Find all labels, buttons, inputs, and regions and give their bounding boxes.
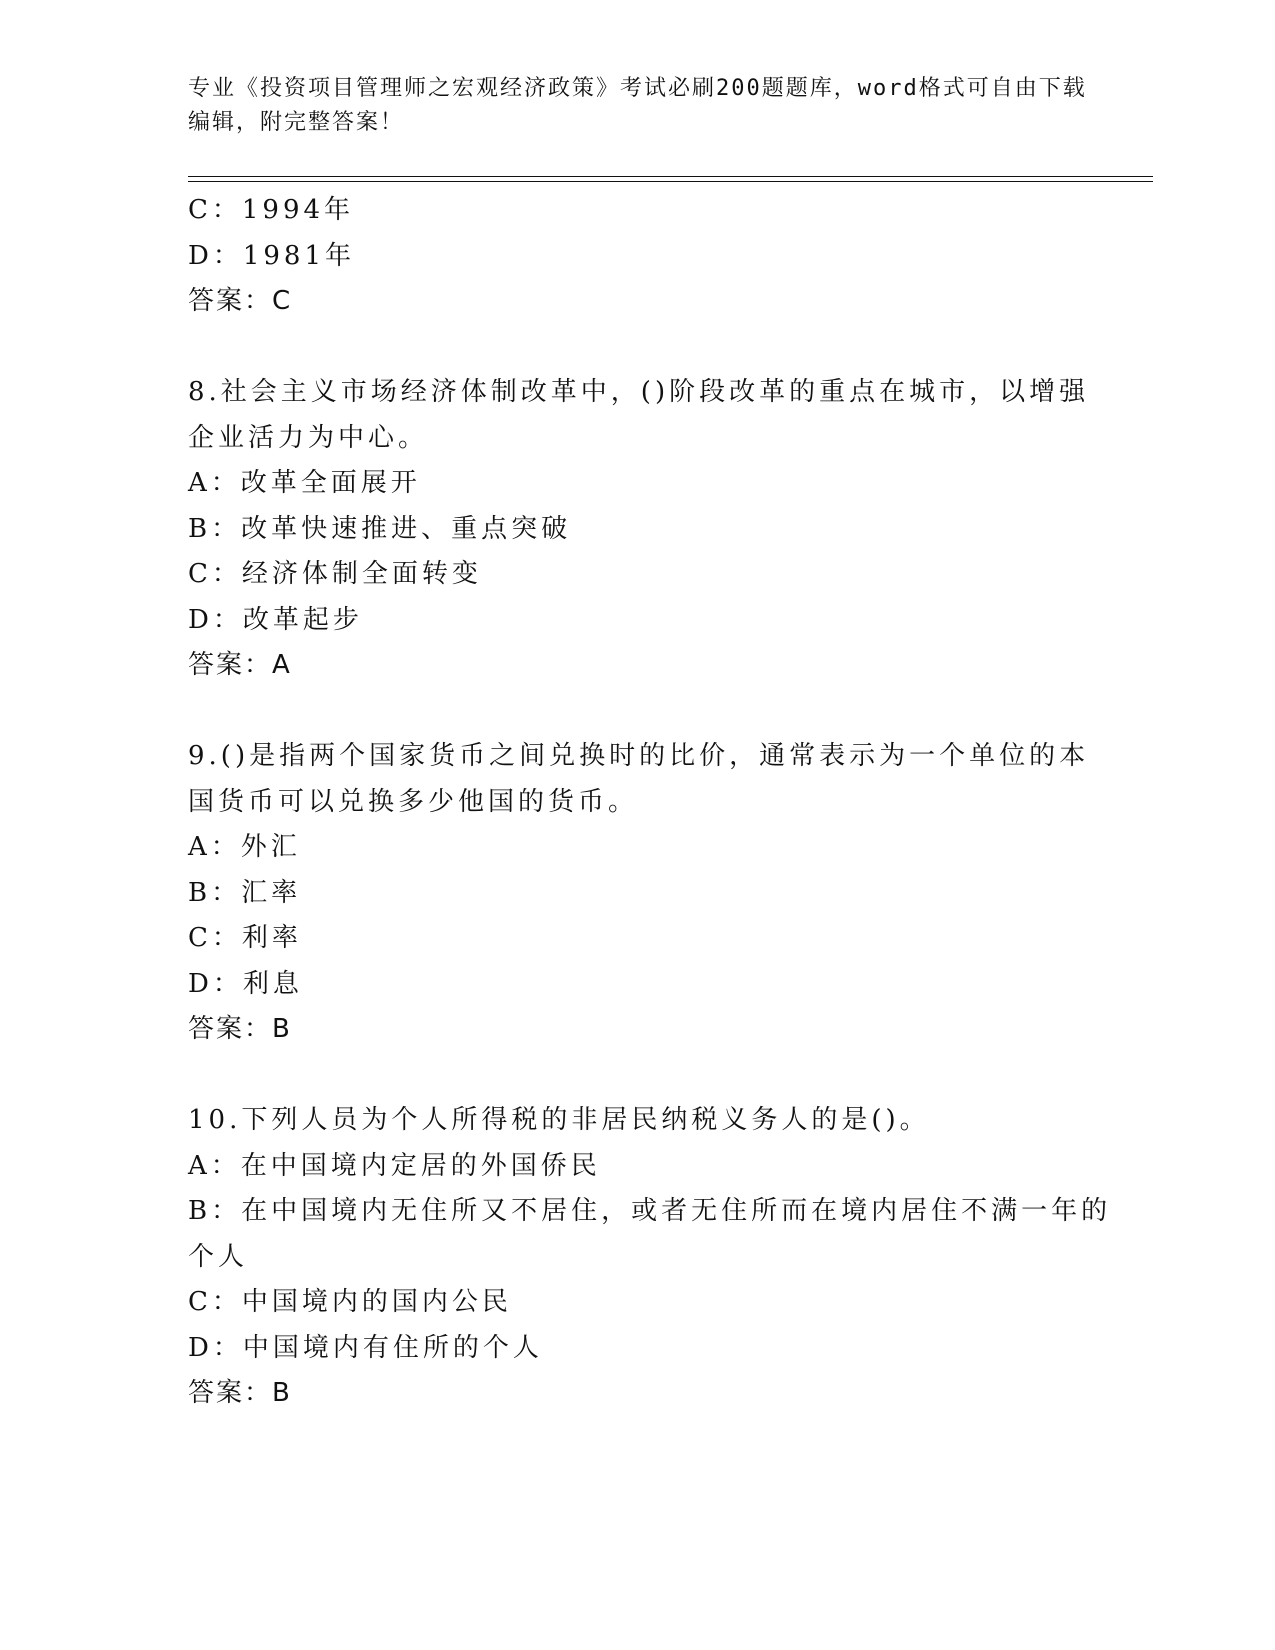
answer: 答案：A bbox=[188, 650, 292, 680]
answer: 答案：B bbox=[188, 1378, 292, 1408]
question-stem: 国货币可以兑换多少他国的货币。 bbox=[188, 786, 639, 817]
option-c: C：利率 bbox=[188, 923, 302, 953]
question-8 bbox=[188, 370, 1088, 689]
page-header: 专业《投资项目管理师之宏观经济政策》考试必刷200题题库，word格式可自由下载编辑，附完整答案！ bbox=[188, 76, 1087, 135]
prev-question-tail bbox=[188, 188, 1088, 325]
option-a: A：在中国境内定居的外国侨民 bbox=[188, 1150, 601, 1181]
option-c: C：经济体制全面转变 bbox=[188, 559, 482, 589]
question-stem: 9.()是指两个国家货币之间兑换时的比价，通常表示为一个单位的本 bbox=[188, 741, 1090, 771]
answer: 答案：C bbox=[188, 286, 293, 316]
option-c: C：中国境内的国内公民 bbox=[188, 1287, 512, 1317]
option-d: D：中国境内有住所的个人 bbox=[188, 1332, 543, 1363]
option-b: B：汇率 bbox=[188, 877, 302, 908]
spacer bbox=[188, 689, 1088, 735]
answer: 答案：B bbox=[188, 1014, 292, 1044]
option-b: B：在中国境内无住所又不居住，或者无住所而在境内居住不满一年的 bbox=[188, 1196, 1112, 1226]
option-c: C：1994年 bbox=[188, 195, 355, 225]
header-rule-bottom bbox=[188, 181, 1153, 182]
question-stem: 企业活力为中心。 bbox=[188, 422, 429, 453]
option-d: D：利息 bbox=[188, 968, 303, 999]
spacer bbox=[188, 325, 1088, 371]
question-stem: 10.下列人员为个人所得税的非居民纳税义务人的是()。 bbox=[188, 1105, 930, 1135]
option-d: D：1981年 bbox=[188, 240, 356, 271]
option-b-continued: 个人 bbox=[188, 1241, 249, 1272]
question-10 bbox=[188, 1098, 1112, 1417]
question-stem: 8.社会主义市场经济体制改革中，()阶段改革的重点在城市，以增强 bbox=[188, 377, 1090, 407]
option-d: D：改革起步 bbox=[188, 604, 363, 635]
option-a: A：外汇 bbox=[188, 832, 301, 862]
spacer bbox=[188, 1053, 1088, 1099]
header-rule-top bbox=[188, 176, 1153, 177]
option-b: B：改革快速推进、重点突破 bbox=[188, 513, 572, 544]
question-9 bbox=[188, 734, 1088, 1053]
document-body bbox=[188, 188, 1112, 1417]
option-a: A：改革全面展开 bbox=[188, 468, 421, 498]
